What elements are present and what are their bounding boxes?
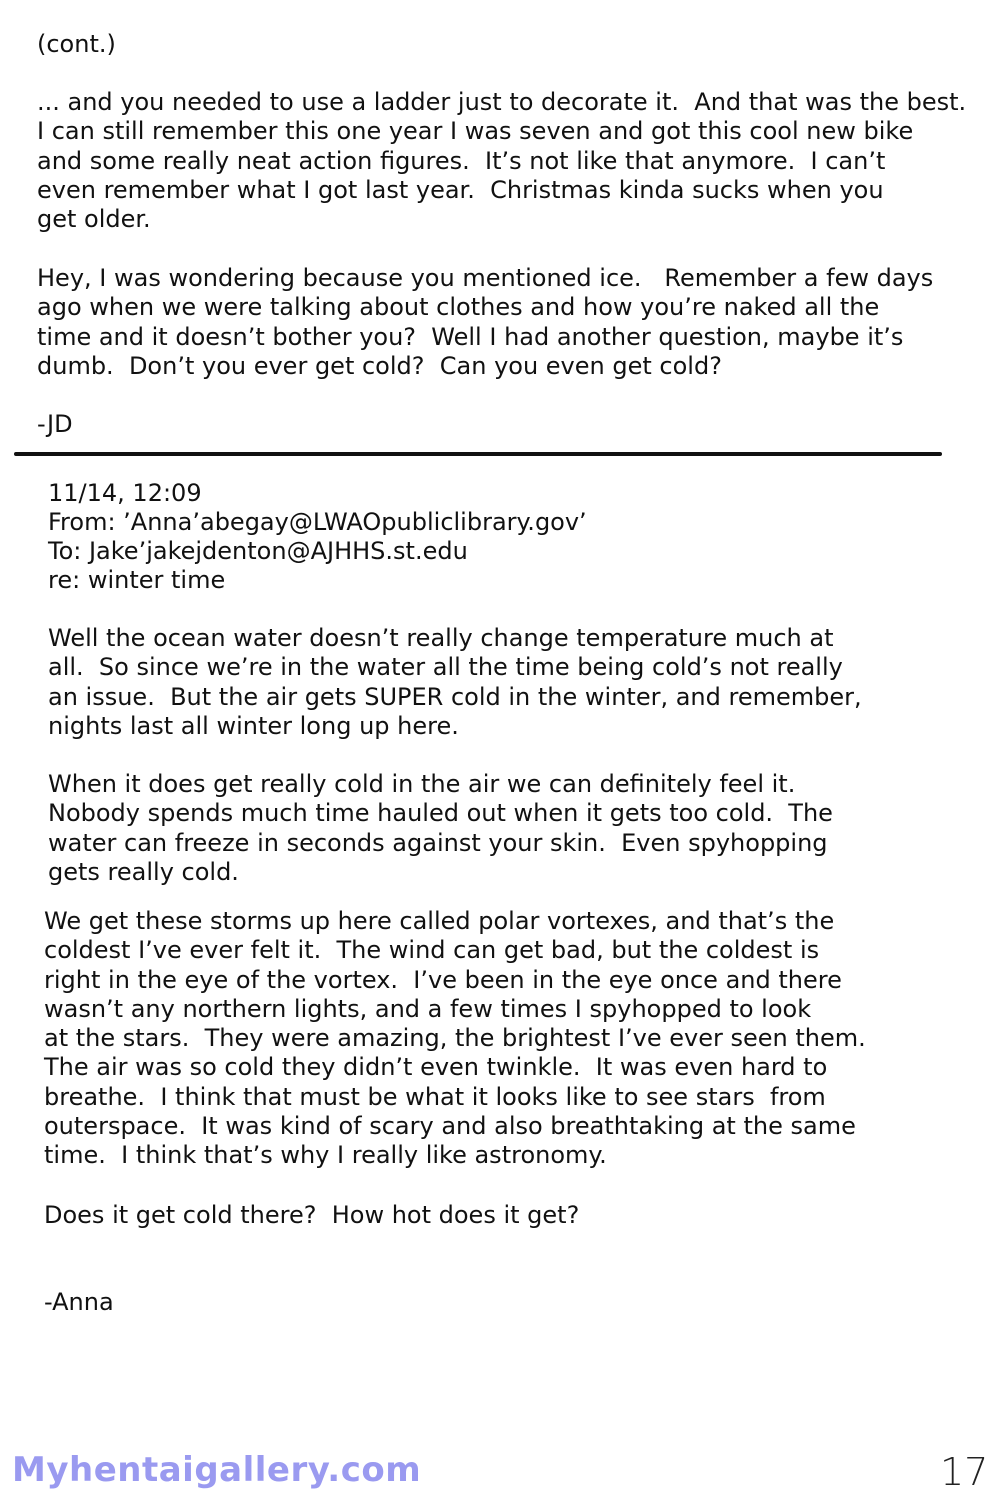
jd-paragraph-1: ... and you needed to use a ladder just to decorate it. And that was the best. I can still remember this one year I was seven and got this cool new bike and some really neat action figures. It’s not like that anymore. I can’t even remember what I got last year. Christmas kinda sucks when you get older. xyxy=(37,88,967,234)
email-subject: re: winter time xyxy=(48,566,226,594)
anna-paragraph-1: Well the ocean water doesn’t really change temperature much at all. So since we’re in the water all the time being cold’s not really an issue. But the air gets SUPER cold in the winter, and remember, nights last all winter long up here. xyxy=(48,624,862,740)
anna-paragraph-2: When it does get really cold in the air we can definitely feel it. Nobody spends much time hauled out when it gets too cold. The water can freeze in seconds against your skin. Even spyhopping gets really cold. xyxy=(48,770,833,886)
anna-signature: -Anna xyxy=(44,1288,114,1316)
jd-signature: -JD xyxy=(37,410,73,438)
continued-label: (cont.) xyxy=(37,30,116,58)
section-divider xyxy=(14,452,942,456)
email-from: From: ’Anna’abegay@LWAOpubliclibrary.gov’ xyxy=(48,508,587,536)
anna-paragraph-3: We get these storms up here called polar vortexes, and that’s the coldest I’ve ever felt it. The wind can get bad, but the coldest is right in the eye of the vortex. I’ve been in the eye once and there wasn’t any northern lights, and a few times I spyhopped to look at the stars. They were amazing, the brightest I’ve ever seen them. The air was so cold they didn’t even twinkle. It was even hard to breathe. I think that must be what it looks like to see stars from outerspace. It was kind of scary and also breathtaking at the same time. I think that’s why I really like astronomy. xyxy=(44,907,866,1170)
jd-paragraph-2: Hey, I was wondering because you mentioned ice. Remember a few days ago when we were talking about clothes and how you’re naked all the time and it doesn’t bother you? Well I had another question, maybe it’s dumb. Don’t you ever get cold? Can you even get cold? xyxy=(37,264,934,380)
anna-paragraph-4: Does it get cold there? How hot does it get? xyxy=(44,1201,580,1229)
email-datetime: 11/14, 12:09 xyxy=(48,479,202,507)
email-to: To: Jake’jakejdenton@AJHHS.st.edu xyxy=(48,537,468,565)
site-watermark: Myhentaigallery.com xyxy=(12,1450,422,1490)
page-number: 17 xyxy=(940,1450,989,1494)
